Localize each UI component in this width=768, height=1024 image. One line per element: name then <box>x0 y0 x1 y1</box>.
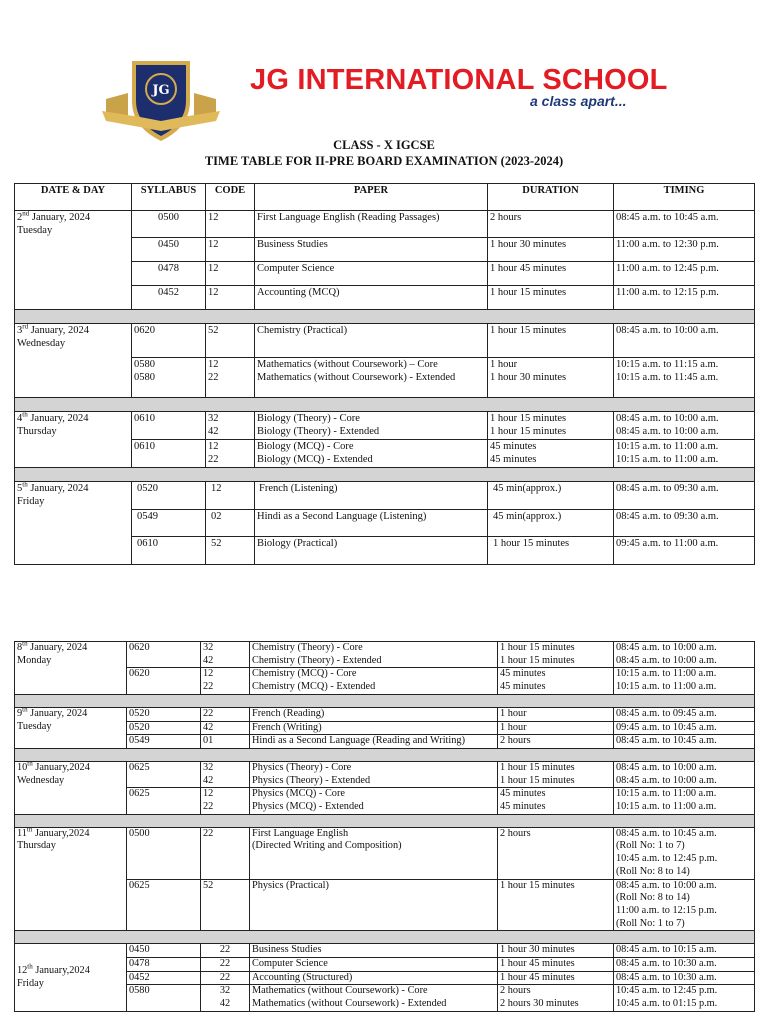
date-cell: 8th January, 2024 Monday <box>15 642 127 695</box>
table-row: 12th January,2024 Friday 0450 22 Business Studies 1 hour 30 minutes 08:45 a.m. to 10:15 a.m. <box>15 944 755 958</box>
table-row: 0610 52 Biology (Practical) 1 hour 15 minutes 09:45 a.m. to 11:00 a.m. <box>15 537 755 565</box>
table-row: 0625 12 22 Physics (MCQ) - Core Physics (MCQ) - Extended 45 minutes 45 minutes 10:15 a.m. to 11:00 a.m. 10:15 a.m. to 11:00 a.m. <box>15 788 755 814</box>
table-row: 0520 42 French (Writing) 1 hour 09:45 a.m. to 10:45 a.m. <box>15 721 755 735</box>
table-row: 3rd January, 2024 Wednesday 0620 52 Chemistry (Practical) 1 hour 15 minutes 08:45 a.m. to 10:00 a.m. <box>15 324 755 358</box>
separator-row <box>15 931 755 944</box>
table-row: 0478 22 Computer Science 1 hour 45 minutes 08:45 a.m. to 10:30 a.m. <box>15 958 755 972</box>
table-header-row <box>15 184 755 211</box>
table-row: 0478 12 Computer Science 1 hour 45 minutes 11:00 a.m. to 12:45 p.m. <box>15 262 755 286</box>
date-cell: 12th January,2024 Friday <box>15 944 127 1012</box>
separator-row <box>15 694 755 707</box>
table-row: 0452 22 Accounting (Structured) 1 hour 45 minutes 08:45 a.m. to 10:30 a.m. <box>15 971 755 985</box>
table-row: 8th January, 2024 Monday 0620 32 42 Chemistry (Theory) - Core Chemistry (Theory) - Extended 1 hour 15 minutes 1 hour 15 minutes 08:45 a.m. to 10:00 a.m. 08:45 a.m. to 10:00 a.m. <box>15 642 755 668</box>
school-name: JG INTERNATIONAL SCHOOL <box>250 64 668 96</box>
col-header-code: CODE <box>206 184 255 211</box>
date-cell: 4th January, 2024 Thursday <box>15 412 132 468</box>
table-row: 0452 12 Accounting (MCQ) 1 hour 15 minutes 11:00 a.m. to 12:15 p.m. <box>15 286 755 310</box>
separator-row <box>15 468 755 482</box>
col-header-paper: PAPER <box>255 184 488 211</box>
table-row: 4th January, 2024 Thursday 0610 32 42 Biology (Theory) - Core Biology (Theory) - Extended 1 hour 15 minutes 1 hour 15 minutes 08:45 a.m. to 10:00 a.m. 08:45 a.m. to 10:00 a.m. <box>15 412 755 440</box>
table-row: 10th January,2024 Wednesday 0625 32 42 Physics (Theory) - Core Physics (Theory) - Extended 1 hour 15 minutes 1 hour 15 minutes 08:45 a.m. to 10:00 a.m. 08:45 a.m. to 10:00 a.m. <box>15 761 755 787</box>
crest-monogram: JG <box>152 83 170 98</box>
date-cell: 3rd January, 2024 Wednesday <box>15 324 132 398</box>
col-header-syllabus: SYLLABUS <box>132 184 206 211</box>
date-cell: 11th January,2024 Thursday <box>15 827 127 931</box>
col-header-duration: DURATION <box>488 184 614 211</box>
table-row: 0580 32 42 Mathematics (without Coursework) - Core Mathematics (without Coursework) - Extended 2 hours 2 hours 30 minutes 10:45 a.m. to 12:45 p.m. 10:45 a.m. to 01:15 p.m. <box>15 985 755 1011</box>
col-header-timing: TIMING <box>614 184 755 211</box>
timetable-part-2 <box>14 641 755 1012</box>
separator-row <box>15 398 755 412</box>
table-row: 0450 12 Business Studies 1 hour 30 minutes 11:00 a.m. to 12:30 p.m. <box>15 238 755 262</box>
date-cell: 10th January,2024 Wednesday <box>15 761 127 814</box>
separator-row <box>15 748 755 761</box>
date-cell: 9th January, 2024 Tuesday <box>15 707 127 748</box>
separator-row <box>15 310 755 324</box>
table-row: 0549 02 Hindi as a Second Language (Listening) 45 min(approx.) 08:45 a.m. to 09:30 a.m. <box>15 510 755 537</box>
school-header <box>0 0 768 135</box>
school-tagline: a class apart... <box>530 93 627 109</box>
exam-title: TIME TABLE FOR II-PRE BOARD EXAMINATION (2023-2024) <box>204 154 564 168</box>
table-row: 11th January,2024 Thursday 0500 22 First Language English (Directed Writing and Composition) 2 hours 08:45 a.m. to 10:45 a.m. (Roll No: 1 to 7) 10:45 a.m. to 12:45 p.m. (Roll No: 8 to 14) <box>15 827 755 879</box>
date-cell: 2nd January, 2024 Tuesday <box>15 211 132 310</box>
table-row: 0625 52 Physics (Practical) 1 hour 15 minutes 08:45 a.m. to 10:00 a.m. (Roll No: 8 to 14) 11:00 a.m. to 12:15 p.m. (Roll No: 1 to 7) <box>15 879 755 931</box>
table-row: 2nd January, 2024 Tuesday 0500 12 First Language English (Reading Passages) 2 hours 08:45 a.m. to 10:45 a.m. <box>15 211 755 238</box>
separator-row <box>15 814 755 827</box>
date-cell: 5th January, 2024 Friday <box>15 482 132 565</box>
table-row: 0610 12 22 Biology (MCQ) - Core Biology (MCQ) - Extended 45 minutes 45 minutes 10:15 a.m. to 11:00 a.m. 10:15 a.m. to 11:00 a.m. <box>15 440 755 468</box>
table-row: 9th January, 2024 Tuesday 0520 22 French (Reading) 1 hour 08:45 a.m. to 09:45 a.m. <box>15 707 755 721</box>
table-row: 0620 12 22 Chemistry (MCQ) - Core Chemistry (MCQ) - Extended 45 minutes 45 minutes 10:15 a.m. to 11:00 a.m. 10:15 a.m. to 11:00 a.m. <box>15 668 755 694</box>
table-row: 0580 0580 12 22 Mathematics (without Coursework) – Core Mathematics (without Coursework) - Extended 1 hour 1 hour 30 minutes 10:15 a.m. to 11:15 a.m. 10:15 a.m. to 11:45 a.m. <box>15 358 755 398</box>
table-row: 5th January, 2024 Friday 0520 12 French (Listening) 45 min(approx.) 08:45 a.m. to 09:30 a.m. <box>15 482 755 510</box>
col-header-date: DATE & DAY <box>15 184 132 211</box>
class-title: CLASS - X IGCSE <box>333 138 435 152</box>
table-row: 0549 01 Hindi as a Second Language (Reading and Writing) 2 hours 08:45 a.m. to 10:45 a.m. <box>15 735 755 749</box>
timetable-part-1 <box>14 183 755 565</box>
school-crest-icon <box>100 55 222 145</box>
